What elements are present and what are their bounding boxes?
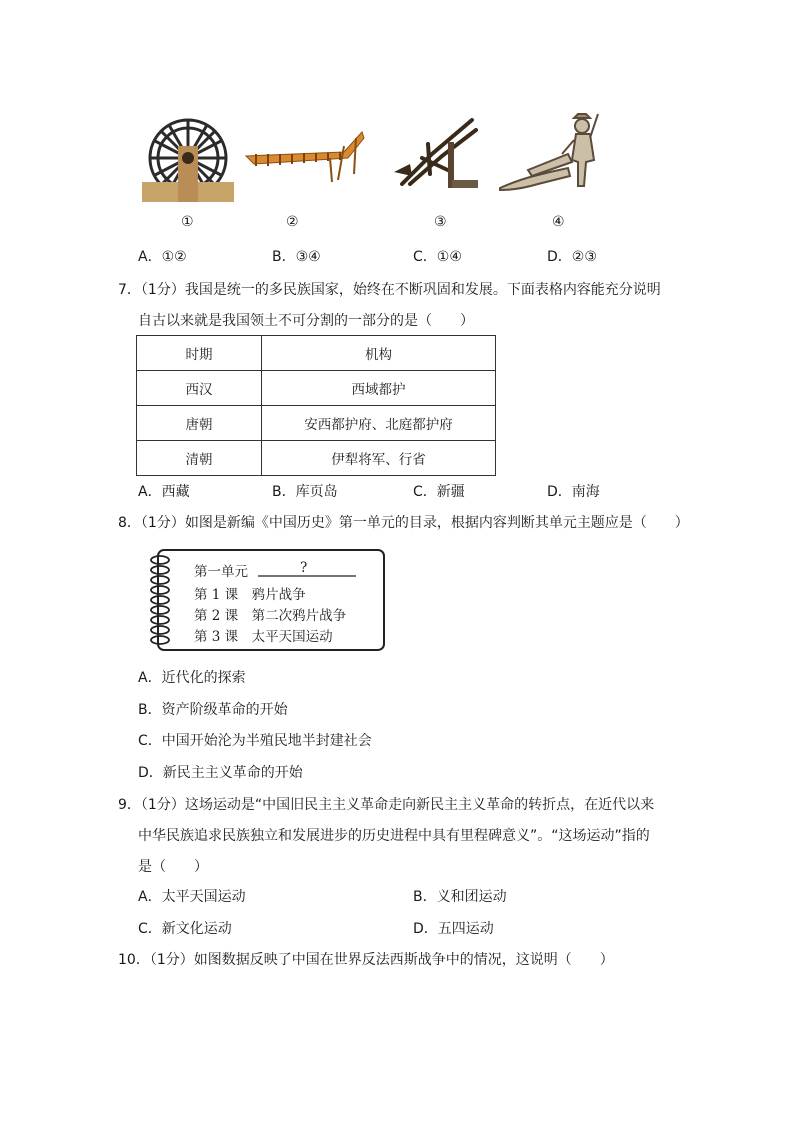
q9-stem-line2: 中华民族追求民族独立和发展进步的历史进程中具有里程碑意义”。“这场运动”指的 xyxy=(138,828,650,844)
q8-option-a[interactable]: A．近代化的探索 xyxy=(138,670,246,686)
q7-stem-line1: 7．（1分）我国是统一的多民族国家，始终在不断巩固和发展。下面表格内容能充分说明 xyxy=(118,282,661,298)
farmer-plowing-figure xyxy=(498,110,608,194)
q7-option-a[interactable]: A．西藏 xyxy=(138,484,190,500)
q6-option-a[interactable]: A．①② xyxy=(138,249,187,265)
dragon-bone-pump-figure xyxy=(244,124,368,186)
notebook-lesson-3: 第 3 课 太平天国运动 xyxy=(194,629,333,645)
notebook-lesson-2: 第 2 课 第二次鸦片战争 xyxy=(194,608,347,624)
table-header-period: 时期 xyxy=(137,336,262,371)
q6-option-b[interactable]: B．③④ xyxy=(272,249,321,265)
table-row xyxy=(137,371,496,406)
figure-label-4: ④ xyxy=(552,214,565,230)
q7-option-b[interactable]: B．库页岛 xyxy=(272,484,338,500)
q9-stem-line3: 是（ ） xyxy=(138,859,208,875)
q9-option-c[interactable]: C．新文化运动 xyxy=(138,921,232,937)
notebook-blank: ? xyxy=(300,560,308,576)
q9-option-b[interactable]: B．义和团运动 xyxy=(413,889,507,905)
q6-option-c[interactable]: C．①④ xyxy=(413,249,462,265)
table-cell: 西域都护 xyxy=(262,371,496,406)
q7-option-c[interactable]: C．新疆 xyxy=(413,484,465,500)
q8-option-c[interactable]: C．中国开始沦为半殖民地半封建社会 xyxy=(138,733,372,749)
unit-contents-notebook xyxy=(148,548,386,652)
table-cell: 安西都护府、北庭都护府 xyxy=(262,406,496,441)
q7-stem-line2: 自古以来就是我国领土不可分割的一部分的是（ ） xyxy=(138,313,474,329)
q8-stem-line1: 8．（1分）如图是新编《中国历史》第一单元的目录，根据内容判断其单元主题应是（ ） xyxy=(118,515,689,531)
waterwheel-figure xyxy=(138,112,238,204)
table-header-institution: 机构 xyxy=(262,336,496,371)
table-cell: 清朝 xyxy=(137,441,262,476)
q6-option-d[interactable]: D．②③ xyxy=(547,249,597,265)
notebook-unit-title: 第一单元 xyxy=(194,564,248,580)
q7-option-d[interactable]: D．南海 xyxy=(547,484,600,500)
figure-label-2: ② xyxy=(286,214,299,230)
q9-option-a[interactable]: A．太平天国运动 xyxy=(138,889,246,905)
q7-table xyxy=(136,335,496,476)
table-header-row xyxy=(137,336,496,371)
table-row xyxy=(137,441,496,476)
figure-label-3: ③ xyxy=(434,214,447,230)
figure-label-1: ① xyxy=(181,214,194,230)
table-cell: 唐朝 xyxy=(137,406,262,441)
curved-plow-figure xyxy=(392,114,478,188)
q10-stem-line1: 10．（1分）如图数据反映了中国在世界反法西斯战争中的情况，这说明（ ） xyxy=(118,952,614,968)
table-cell: 伊犁将军、行省 xyxy=(262,441,496,476)
notebook-lesson-1: 第 1 课 鸦片战争 xyxy=(194,587,306,603)
q9-stem-line1: 9．（1分）这场运动是“中国旧民主主义革命走向新民主主义革命的转折点，在近代以来 xyxy=(118,797,655,813)
q9-option-d[interactable]: D．五四运动 xyxy=(413,921,494,937)
table-cell: 西汉 xyxy=(137,371,262,406)
q8-option-d[interactable]: D．新民主主义革命的开始 xyxy=(138,765,303,781)
table-row xyxy=(137,406,496,441)
q8-option-b[interactable]: B．资产阶级革命的开始 xyxy=(138,702,288,718)
